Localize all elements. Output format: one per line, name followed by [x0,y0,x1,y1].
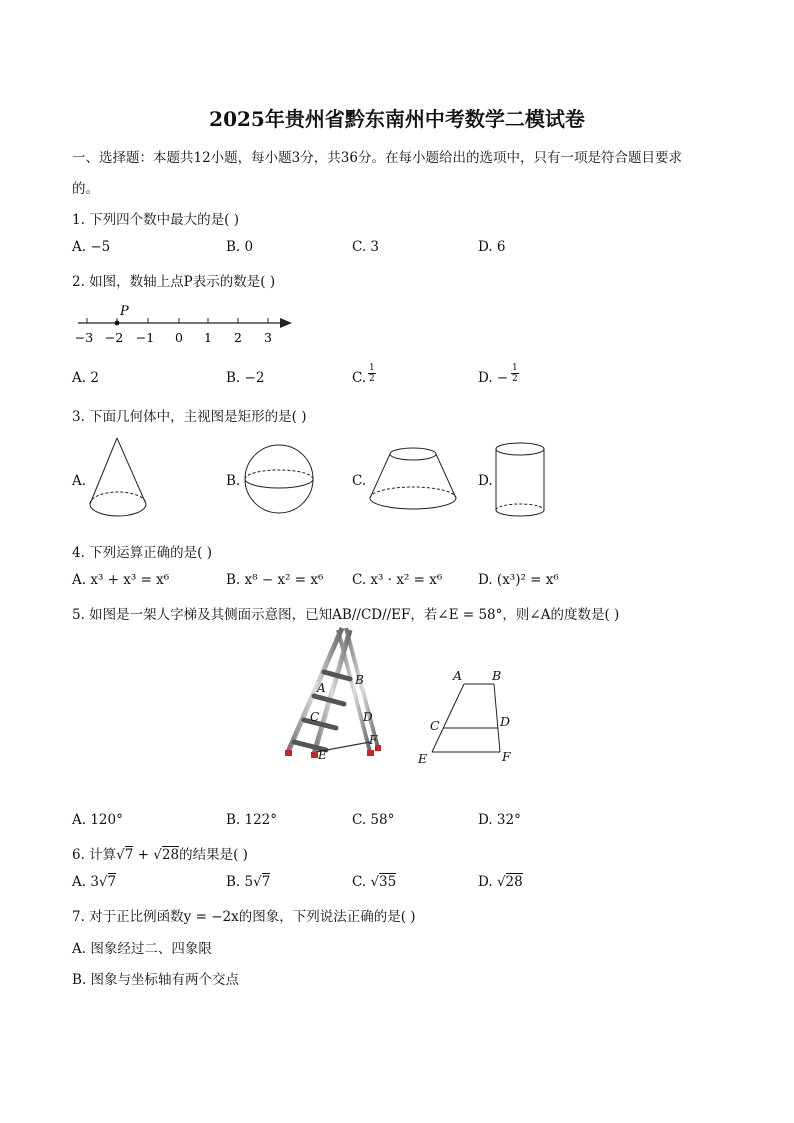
q2-option-c: C. [352,370,367,386]
q1-option-b: B. 0 [226,239,254,255]
q5-option-b: B. 122° [226,812,278,828]
q6-option-c: C. √35 [352,874,397,890]
svg-text:C: C [310,710,320,724]
svg-text:2: 2 [234,330,242,345]
sphere-figure [242,442,316,516]
q1-option-d: D. 6 [478,239,506,255]
q3-option-a: A. [72,473,87,489]
question-3-stem: 3. 下面几何体中，主视图是矩形的是( ) [72,409,307,425]
svg-text:F: F [502,749,511,764]
svg-text:E: E [418,751,428,766]
q5-option-d: D. 32° [478,812,521,828]
svg-text:F: F [369,733,378,747]
question-4-stem: 4. 下列运算正确的是( ) [72,545,212,561]
cone-figure [86,434,152,522]
svg-text:−3: −3 [74,330,94,345]
ladder-photo [280,624,386,764]
cylinder-figure [492,440,548,520]
point-p-label: P [120,304,129,319]
q2-option-a: A. 2 [72,370,99,386]
svg-text:D: D [363,710,373,724]
question-7-stem: 7. 对于正比例函数y = −2x的图象，下列说法正确的是( ) [72,909,416,925]
q1-option-c: C. 3 [352,239,380,255]
svg-text:0: 0 [175,330,183,345]
svg-text:B: B [492,668,502,683]
q3-option-d: D. [478,473,493,489]
q4-option-d: D. (x³)² = x⁶ [478,572,559,588]
number-line-figure [70,300,300,350]
q5-option-c: C. 58° [352,812,395,828]
page-title: 2025年贵州省黔东南州中考数学二模试卷 [209,107,585,131]
svg-text:−2: −2 [104,330,124,345]
q4-option-c: C. x³ · x² = x⁶ [352,572,443,588]
svg-text:A: A [453,668,463,683]
q5-option-a: A. 120° [72,812,123,828]
q7-option-a: A. 图象经过二、四象限 [72,941,212,957]
q7-option-b: B. 图象与坐标轴有两个交点 [72,972,240,988]
svg-text:B: B [355,673,364,687]
trapezoid-diagram [412,666,522,770]
svg-text:D: D [500,714,511,729]
q1-option-a: A. −5 [72,239,111,255]
q2-option-d-fraction: 1 2 [512,363,518,384]
q3-option-b: B. [226,473,241,489]
question-6-stem: 6. 计算√7 + √28的结果是( ) [72,847,248,863]
q2-option-c-fraction: 1 2 [369,363,375,384]
question-1-stem: 1. 下列四个数中最大的是( ) [72,212,239,228]
svg-text:−1: −1 [135,330,155,345]
q2-option-b: B. −2 [226,370,265,386]
svg-text:1: 1 [204,330,212,345]
q3-option-c: C. [352,473,367,489]
svg-text:E: E [318,748,327,762]
q2-option-d: D. − [478,370,509,386]
q4-option-a: A. x³ + x³ = x⁶ [72,572,170,588]
q6-option-a: A. 3√7 [72,874,117,890]
point-p-dot [115,321,120,326]
question-2-stem: 2. 如图，数轴上点P表示的数是( ) [72,274,276,290]
q6-option-b: B. 5√7 [226,874,271,890]
svg-text:C: C [430,718,440,733]
q4-option-b: B. x⁸ − x² = x⁶ [226,572,324,588]
section-heading-cont: 的。 [72,181,99,197]
question-5-stem: 5. 如图是一架人字梯及其侧面示意图，已知AB//CD//EF，若∠E = 58°，则∠A的度数是( ) [72,607,620,623]
frustum-figure [366,446,460,514]
section-heading: 一、选择题：本题共12小题，每小题3分，共36分。在每小题给出的选项中，只有一项是符合题目要求 [72,150,682,166]
q6-option-d: D. √28 [478,874,523,890]
svg-text:3: 3 [264,330,272,345]
svg-text:A: A [317,681,326,695]
